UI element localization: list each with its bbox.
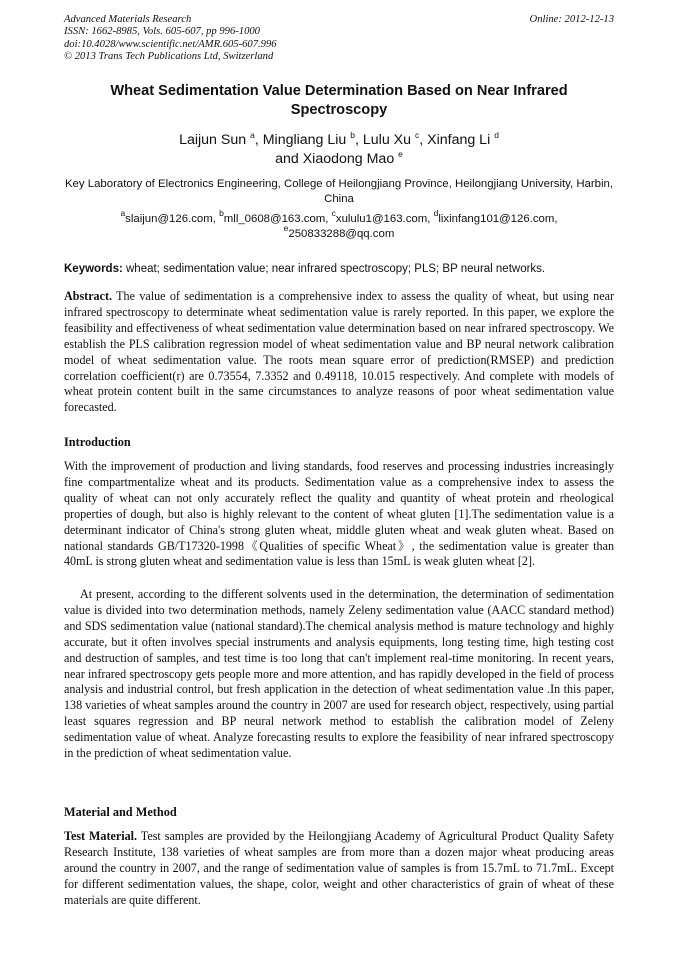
email-sup: c <box>331 208 336 218</box>
author-name: Laijun Sun <box>179 132 247 148</box>
email-sup: b <box>219 208 224 218</box>
keywords-text: wheat; sedimentation value; near infrared spectroscopy; PLS; BP neural networks. <box>126 263 546 275</box>
author-name: Mingliang Liu <box>262 132 347 148</box>
affiliation: Key Laboratory of Electronics Engineering, College of Heilongjiang Province, Heilongjiang University, Harbin, China <box>64 178 614 205</box>
test-material-text: Test samples are provided by the Heilongjiang Academy of Agricultural Product Quality Safety Research Institute, 138 varieties of wheat samples are from more than a dozen major wheat producing areas around the country in 2007, and the range of sedimentation value of samples is from 15.7mL to 71.7mL. Except for different sedimentation values, the shape, color, weight and other characteristics of grain of wheat of these materials are quite different. <box>64 829 614 907</box>
abstract <box>64 289 614 416</box>
author-sup: d <box>494 130 499 140</box>
journal-doi: doi:10.4028/www.scientific.net/AMR.605-607.996 <box>64 38 277 50</box>
author-sup: b <box>350 130 356 140</box>
journal-copyright: © 2013 Trans Tech Publications Ltd, Switzerland <box>64 51 274 63</box>
email-address: slaijun@126.com <box>125 213 213 225</box>
intro-paragraph-1: With the improvement of production and living standards, food reserves and processing industries increasingly fine compartmentalize wheat and its products. Sedimentation value as a comprehensive index to assess the quality of wheat can not only accurately reflect the quality and quantity of wheat protein and rheological properties of dough, but also is highly relevant to the content of wheat gluten [1].The sedimentation value is a determinant indicator of China's strong gluten wheat, middle gluten wheat and weak gluten wheat. Based on national standards GB/T17320-1998《Qualities of specific Wheat》, the sedimentation value is greater than 40mL is strong gluten wheat and sedimentation value is less than 15mL is weak gluten wheat [2]. <box>64 459 614 569</box>
author-sup: c <box>414 130 420 140</box>
journal-header <box>64 14 277 64</box>
online-date: Online: 2012-12-13 <box>529 14 614 25</box>
section-heading-material-method: Material and Method <box>64 805 177 819</box>
keywords <box>64 262 614 277</box>
email-address: xululu1@163.com <box>335 213 428 225</box>
author-name: and Xiaodong Mao <box>275 151 395 167</box>
email-address: lixinfang101@126.com <box>438 213 555 225</box>
email-list: $^a$slaijun@126.com, $^b$mll_0608@163.com, $^c$xululu1@163.com, $^d$lixinfang101@126.com, $^e$250833288@qq.com <box>120 208 558 240</box>
section-heading-introduction: Introduction <box>64 435 131 449</box>
material-paragraph <box>64 829 614 909</box>
author-sup: a <box>250 130 255 140</box>
author-list: Laijun Sun $^a$, Mingliang Liu $^b$, Lulu Xu $^c$, Xinfang Li $^d$ and Xiaodong Mao $^e$ <box>179 130 499 167</box>
paper-title: Wheat Sedimentation Value Determination Based on Near Infrared Spectroscopy <box>110 83 568 118</box>
journal-issn: ISSN: 1662-8985, Vols. 605-607, pp 996-1000 <box>64 26 260 38</box>
author-name: Lulu Xu <box>362 132 412 148</box>
email-address: 250833288@qq.com <box>288 228 395 240</box>
email-sup: e <box>283 223 289 233</box>
intro-paragraph-2: At present, according to the different solvents used in the determination, the determination of sedimentation value is divided into two determination methods, namely Zeleny sedimentation value (AACC standard method) and SDS sedimentation value (national standard).The chemical analysis method is mature technology and highly accurate, but it often involves special instruments and analysis equipments, long testing time, high testing cost and destruction of samples, and test time is too long that can't implement real-time monitoring. In recent years, near infrared spectroscopy gets people more and more attention, and has rapidly developed in the field of process analysis and industrial control, but fresh application in the detection of wheat sedimentation value .In this paper, 138 varieties of wheat samples around the country in 2007 are used for research object, respectively, using partial least squares regression and BP neural network method to establish the calibration model of Zeleny sedimentation value of wheat. Analyze forecasting results to explore the feasibility of near infrared spectroscopy in the prediction of wheat sedimentation value. <box>64 587 614 761</box>
author-sup: e <box>398 149 403 159</box>
email-sup: a <box>120 208 126 218</box>
keywords-label: Keywords: <box>64 263 123 275</box>
journal-name: Advanced Materials Research <box>64 14 192 25</box>
email-address: mll_0608@163.com <box>223 213 326 225</box>
abstract-text: The value of sedimentation is a comprehensive index to assess the quality of wheat, but using near infrared spectroscopy to determinate wheat sedimentation value is rarely reported. In this paper, we explore the feasibility and effectiveness of wheat sedimentation value determination based on near infrared spectroscopy. We establish the PLS calibration regression model of wheat sedimentation value and BP neural network calibration model of wheat sedimentation value. The roots mean square error of prediction(RMSEP) and prediction correlation coefficient(r) are 0.73554, 7.3352 and 0.49118, 10.015 respectively. And complete with models of wheat protein content built in the same circumstances to analyze reasons of poor wheat sedimentation value forecasted. <box>64 289 614 415</box>
email-sup: d <box>433 208 439 218</box>
abstract-label: Abstract. <box>64 289 113 303</box>
test-material-label: Test Material. <box>64 829 138 843</box>
author-name: Xinfang Li <box>427 132 491 148</box>
